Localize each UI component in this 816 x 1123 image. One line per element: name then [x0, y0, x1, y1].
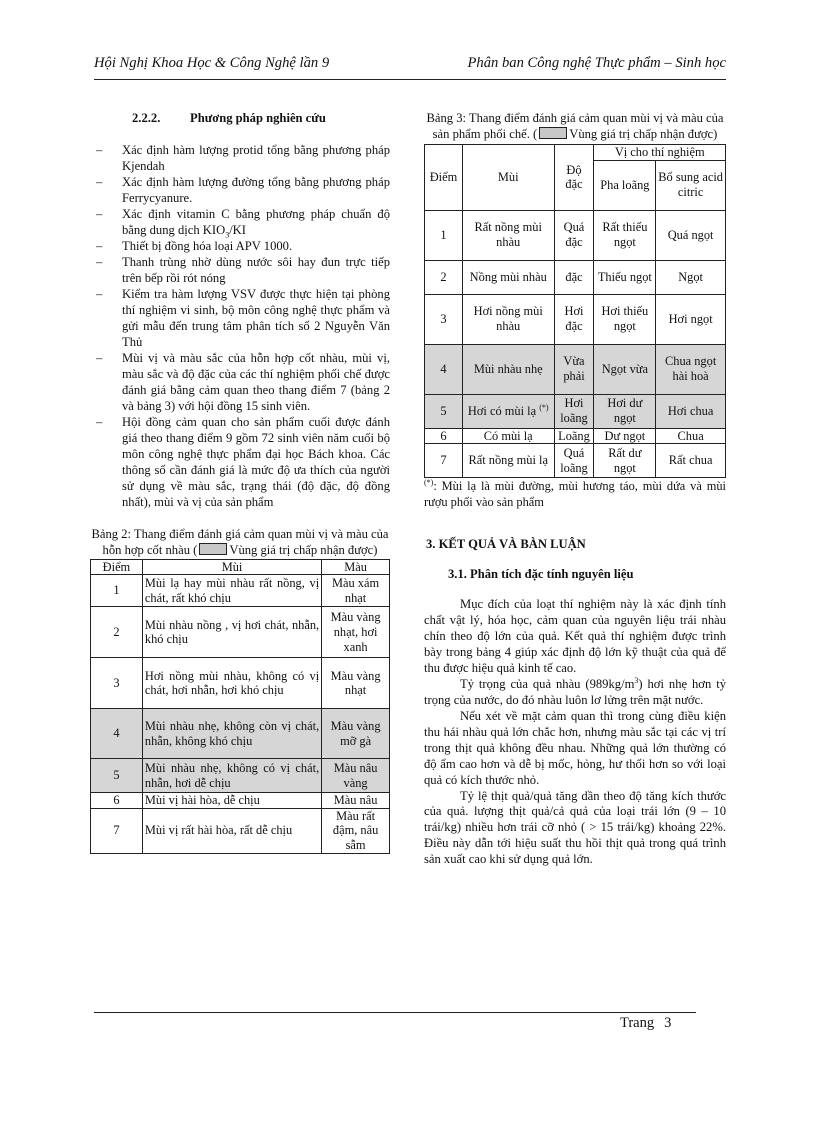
table-row: 7 Mùi vị rất hài hòa, rất dễ chịu Màu rất đậm, nâu sẫm: [91, 808, 390, 853]
running-header: [94, 50, 726, 76]
table-row: 5 Hơi có mùi lạ (*) Hơi loãng Hơi dư ngọt Hơi chua: [425, 394, 726, 428]
table-header-row: Pha loãng Bổ sung acid citric: [425, 160, 726, 210]
list-item: – Mùi vị và màu sắc của hỗn hợp cốt nhàu, mùi vị, màu sắc và độ đặc của các thí nghiệm phối chế được đánh giá bằng cảm quan theo thang điểm 7 (bảng 2 và bảng 3) với hội đồng 15 sinh viên.: [96, 350, 390, 413]
table2: [90, 559, 390, 854]
header-conference: Hội Nghị Khoa Học & Công Nghệ lần 9: [94, 55, 330, 71]
section-heading-3-1: 3.1. Phân tích đặc tính nguyên liệu: [448, 566, 634, 581]
page-label: Trang: [620, 1015, 655, 1031]
section-heading-3: 3. KẾT QUẢ VÀ BÀN LUẬN: [426, 536, 586, 551]
table2-caption: Bảng 2: Thang điểm đánh giá cảm quan mùi vị và màu của hỗn hợp cốt nhàu ( Vùng giá trị chấp nhận được): [91, 526, 389, 557]
table-row: 3 Hơi nồng mùi nhàu Hơi đặc Hơi thiếu ngọt Hơi ngọt: [425, 294, 726, 344]
list-item: – Hội đồng cảm quan cho sản phẩm cuối được đánh giá theo thang điểm 9 gồm 72 sinh viên năm cuối bộ môn công nghệ thực phẩm đại học Bách khoa. Các thông số cần đánh giá là mức độ ưa thích của người sử dụng về màu sắc, trạng thái (độ đặc, độ đồng nhất), mùi và vị của sản phẩm: [96, 414, 390, 509]
page-number: 3: [664, 1015, 672, 1031]
list-item: – Xác định hàm lượng protid tổng bằng phương pháp Kjendah: [96, 142, 390, 173]
header-rule: [94, 79, 726, 80]
methods-list: [90, 143, 390, 511]
acceptable-range-swatch: [539, 127, 567, 139]
table-row: 4 Mùi nhàu nhẹ, không còn vị chát, nhẫn, không khó chịu Màu vàng mỡ gà: [91, 709, 390, 759]
acceptable-range-swatch: [199, 543, 227, 555]
table-row: 1 Rất nồng mùi nhàu Quá đặc Rất thiếu ngọt Quá ngọt: [425, 210, 726, 260]
list-item: – Thiết bị đồng hóa loại APV 1000.: [96, 238, 293, 253]
list-item: – Xác định vitamin C bằng phương pháp chuẩn độ bằng dung dịch $KIO_3/KI$: [96, 206, 390, 240]
paragraph: Nếu xét về mặt cảm quan thì trong cùng điều kiện thu hái nhàu quả lớn chắc hơn, nhưng màu sắc tại các vị trí trong thịt quả không đều nhau. Những quả lớn thường có độ ẩm cao hơn và dễ bị mốc, hỏng, hư thối hơn so với loại quả có kích thước nhỏ.: [424, 708, 726, 787]
footer-rule: [94, 1012, 696, 1013]
table-row: 5 Mùi nhàu nhẹ, không có vị chát, nhẫn, hơi dễ chịu Màu nâu vàng: [91, 759, 390, 793]
table-row: 2 Mùi nhàu nồng , vị hơi chát, nhẫn, khó chịu Màu vàng nhạt, hơi xanh: [91, 607, 390, 658]
paragraph: Tỷ lệ thịt quả/quả tăng dần theo độ tăng kích thước của quả. lượng thịt quả/cả quả của loại trái lớn (9 – 10 trái/kg) nhiều hơn trái cỡ nhỏ ( > 15 trái/kg) khoảng 22%. Điều này dẫn tới hiệu suất thu hồi thịt quả trong quá trình sản xuất cao khi sử dụng quả lớn.: [424, 788, 726, 867]
section-heading-2-2-2: 2.2.2. Phương pháp nghiên cứu: [132, 111, 326, 125]
right-column: [424, 111, 726, 868]
paragraph: Tỷ trọng của quả nhàu $(989kg/m^3)$ hơi nhẹ hơn tỷ trọng của nước, do đó nhàu luôn lơ lửng trên mặt nước.: [424, 675, 726, 707]
table3-footnote: (*): Mùi lạ là mùi đường, mùi hương táo, mùi dứa và mùi rượu phối vào sản phẩm: [424, 478, 726, 509]
table-row: 2 Nồng mùi nhàu đặc Thiếu ngọt Ngọt: [425, 260, 726, 294]
list-item: – Thanh trùng nhờ dùng nước sôi hay đun trực tiếp trên bếp rồi rót nóng: [96, 254, 390, 285]
page-footer: [620, 1014, 671, 1032]
table3: [424, 144, 726, 478]
footnote-mark: (*): [539, 402, 549, 412]
header-section: Phân ban Công nghệ Thực phẩm – Sinh học: [467, 55, 726, 71]
table-row: 7 Rất nồng mùi lạ Quá loãng Rất dư ngọt Rất chua: [425, 444, 726, 478]
list-item: – Xác định hàm lượng đường tổng bằng phương pháp Ferrycyanure.: [96, 174, 390, 205]
left-column: [90, 111, 390, 854]
table-row: 6 Mùi vị hài hòa, dễ chịu Màu nâu: [91, 793, 390, 809]
table-header-row: Điểm Mùi Độ đặc Vị cho thí nghiệm: [425, 144, 726, 160]
table-header-row: Điểm Mùi Màu: [91, 559, 390, 575]
paragraph: Mục đích của loạt thí nghiệm này là xác định tính chất vật lý, hóa học, cảm quan của nguyên liệu trái nhàu chín theo độ lớn của quả. Kết quả thí nghiệm được trình bày trong bảng 4 giúp xác định độ lớn kỹ thuật của quả để thu được hiệu quả kinh tế cao.: [424, 596, 726, 675]
table-row: 6 Có mùi lạ Loãng Dư ngọt Chua: [425, 428, 726, 444]
table3-caption: Bảng 3: Thang điểm đánh giá cảm quan mùi vị và màu của sản phẩm phối chế. ( Vùng giá trị chấp nhận được): [426, 111, 724, 141]
table-row: 3 Hơi nồng mùi nhàu, không có vị chát, hơi nhẫn, hơi khó chịu Màu vàng nhạt: [91, 658, 390, 709]
table-row: 1 Mùi lạ hay mùi nhàu rất nồng, vị chát, rất khó chịu Màu xám nhạt: [91, 575, 390, 607]
table-row: 4 Mùi nhàu nhẹ Vừa phải Ngọt vừa Chua ngọt hài hoà: [425, 344, 726, 394]
list-item: – Kiểm tra hàm lượng VSV được thực hiện tại phòng thí nghiệm vi sinh, bộ môn công nghệ thực phẩm và gửi mẫu đến trung tâm phân tích số 2 Nguyễn Văn Thủ: [96, 286, 390, 349]
